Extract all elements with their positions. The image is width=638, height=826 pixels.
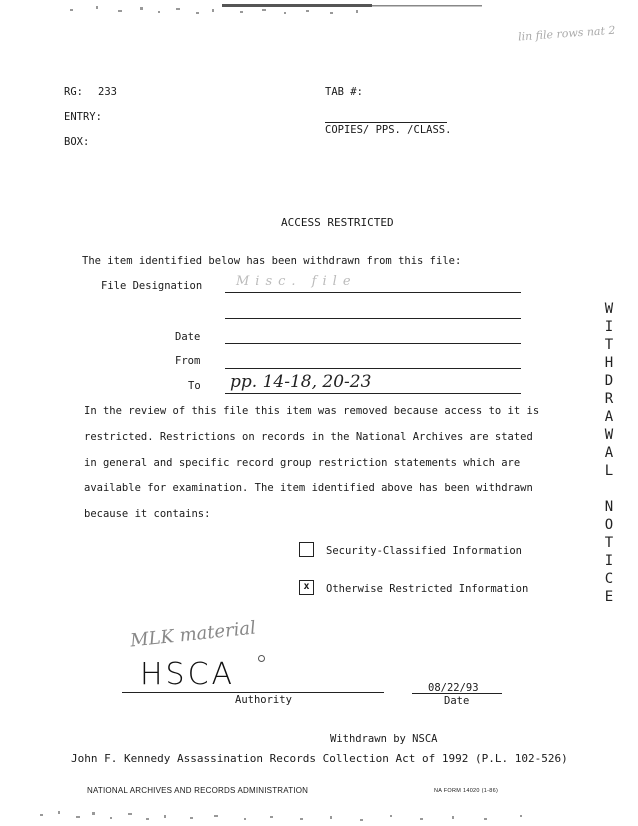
to-value: pp. 14-18, 20-23: [230, 372, 372, 392]
side-notice-letter: W: [604, 301, 614, 317]
side-notice: [600, 300, 618, 606]
entry-label: ENTRY:: [64, 111, 102, 123]
side-notice-letter: [600, 480, 618, 498]
body-line-5: because it contains:: [84, 508, 211, 520]
rg-label: RG:: [64, 86, 83, 98]
stray-circle-mark: [258, 655, 265, 662]
authority-line: [122, 692, 384, 693]
withdrawn-by: Withdrawn by NSCA: [330, 733, 438, 745]
date-line: [225, 343, 521, 344]
tab-label: TAB #:: [325, 86, 363, 98]
rg-value: 233: [98, 86, 117, 98]
authority-label: Authority: [235, 694, 292, 706]
side-notice-letter: W: [604, 427, 614, 443]
side-notice-letter: E: [604, 589, 614, 605]
file-designation-value: Misc. file: [236, 274, 357, 289]
side-notice-letter: I: [604, 319, 614, 335]
side-notice-letter: H: [604, 355, 614, 371]
file-designation-label: File Designation: [101, 280, 203, 292]
act-citation: John F. Kennedy Assassination Records Collection Act of 1992 (P.L. 102-526): [71, 752, 568, 765]
side-notice-letter: R: [604, 391, 614, 407]
side-notice-letter: N: [604, 499, 614, 515]
copies-line: COPIES/ PPS. /CLASS.: [325, 124, 452, 136]
file-designation-line-2: [225, 318, 521, 319]
corner-handwriting: lin file rows nat 2: [517, 23, 616, 44]
from-label: From: [175, 355, 201, 367]
agency-name: NATIONAL ARCHIVES AND RECORDS ADMINISTRATION: [87, 786, 309, 795]
security-classified-label: Security-Classified Information: [326, 545, 522, 557]
intro-text: The item identified below has been withdrawn from this file:: [82, 255, 462, 267]
side-notice-letter: L: [604, 463, 614, 479]
from-line: [225, 368, 521, 369]
side-notice-letter: A: [604, 409, 614, 425]
otherwise-restricted-checkbox[interactable]: [299, 580, 314, 595]
box-label: BOX:: [64, 136, 90, 148]
authority-date-line: [412, 693, 502, 694]
authority-handwritten-value: HSCA: [140, 657, 236, 692]
side-notice-letter: O: [604, 517, 614, 533]
side-notice-letter: D: [604, 373, 614, 389]
scan-noise-bottom: [0, 806, 638, 826]
date-label: Date: [175, 331, 201, 343]
body-line-2: restricted. Restrictions on records in the National Archives are stated: [84, 431, 533, 443]
side-notice-letter: C: [604, 571, 614, 587]
scan-noise-top: [0, 0, 638, 18]
authority-date-value: 08/22/93: [428, 682, 479, 694]
side-notice-letter: A: [604, 445, 614, 461]
otherwise-restricted-label: Otherwise Restricted Information: [326, 583, 529, 595]
body-line-1: In the review of this file this item was removed because access to it is: [84, 405, 540, 417]
authority-date-label: Date: [444, 695, 470, 707]
copies-underline: [325, 122, 447, 123]
to-line: [225, 393, 521, 394]
otherwise-restricted-mark: x: [303, 581, 310, 592]
security-classified-checkbox[interactable]: [299, 542, 314, 557]
page-title: ACCESS RESTRICTED: [281, 216, 394, 229]
form-number: NA FORM 14020 (1-86): [434, 788, 499, 794]
body-line-4: available for examination. The item identified above has been withdrawn: [84, 482, 533, 494]
side-notice-letter: I: [604, 553, 614, 569]
side-notice-letter: T: [604, 337, 614, 353]
body-line-3: in general and specific record group restriction statements which are: [84, 457, 521, 469]
file-designation-line: [225, 292, 521, 293]
authority-handwritten-note: MLK material: [129, 617, 257, 652]
side-notice-letters: [600, 300, 618, 606]
side-notice-letter: T: [604, 535, 614, 551]
to-label: To: [188, 380, 201, 392]
